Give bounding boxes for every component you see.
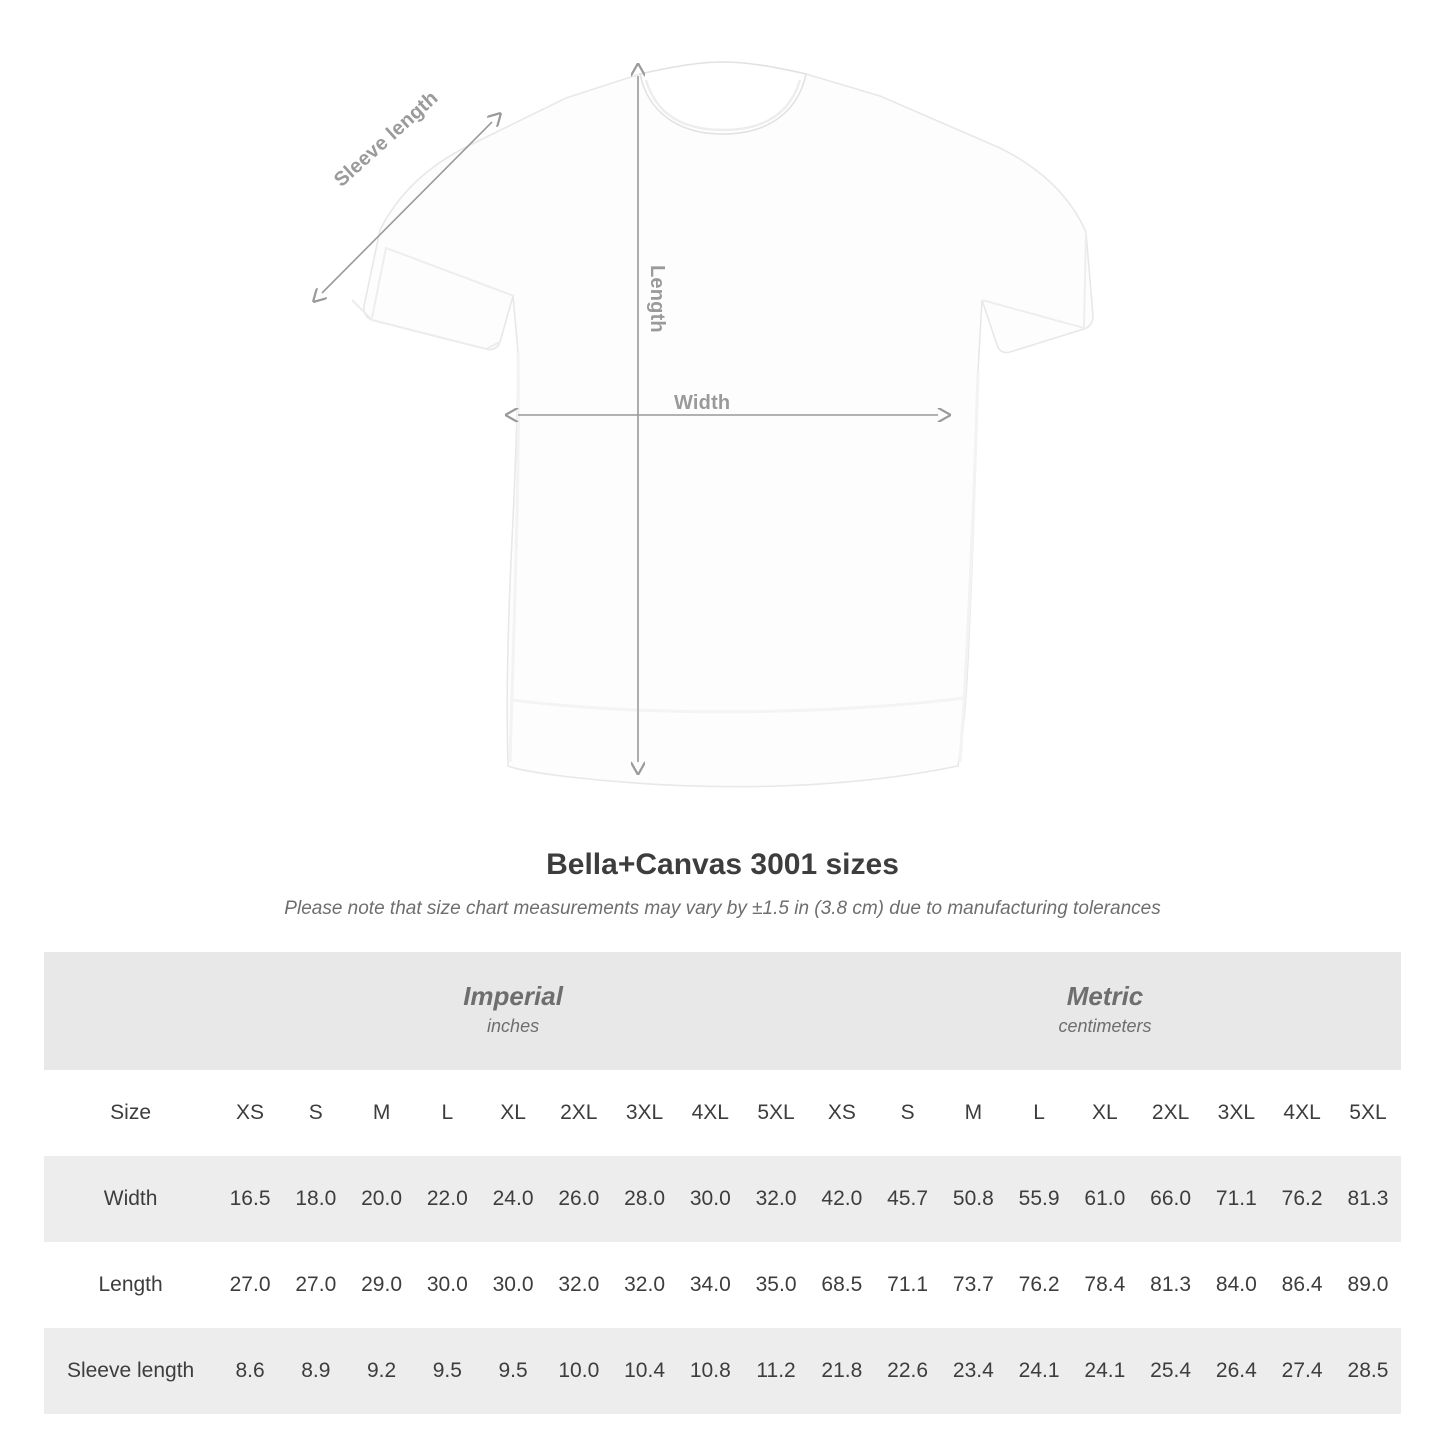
metric-unit-cell: [809, 952, 1401, 1070]
cell-width-imperial: 32.0: [743, 1156, 809, 1242]
cell-width-imperial: 22.0: [414, 1156, 480, 1242]
cell-width-metric: 42.0: [809, 1156, 875, 1242]
cell-length-metric: 73.7: [940, 1242, 1006, 1328]
cell-length-metric: 81.3: [1138, 1242, 1204, 1328]
cell-width-metric: 76.2: [1269, 1156, 1335, 1242]
cell-sleeve-metric: 28.5: [1335, 1328, 1401, 1414]
table-row: [44, 1242, 1401, 1328]
cell-sleeve-imperial: 10.0: [546, 1328, 612, 1414]
cell-width-metric: 71.1: [1203, 1156, 1269, 1242]
cell-sleeve-metric: 24.1: [1072, 1328, 1138, 1414]
cell-width-imperial: 28.0: [612, 1156, 678, 1242]
cell-width-imperial: 16.5: [217, 1156, 283, 1242]
metric-unit-label: centimeters: [1058, 1015, 1152, 1036]
size-header-cell: L: [1006, 1070, 1072, 1156]
length-annotation-label: Length: [646, 265, 668, 333]
imperial-unit-label: inches: [487, 1015, 540, 1036]
size-header-cell: XL: [1072, 1070, 1138, 1156]
cell-sleeve-metric: 25.4: [1138, 1328, 1204, 1414]
cell-length-imperial: 27.0: [283, 1242, 349, 1328]
size-header-cell: 5XL: [743, 1070, 809, 1156]
cell-length-metric: 89.0: [1335, 1242, 1401, 1328]
size-header-cell: S: [283, 1070, 349, 1156]
cell-width-imperial: 20.0: [349, 1156, 415, 1242]
cell-sleeve-imperial: 10.4: [612, 1328, 678, 1414]
size-header-cell: 3XL: [1203, 1070, 1269, 1156]
size-header-cell: 2XL: [1138, 1070, 1204, 1156]
cell-length-metric: 86.4: [1269, 1242, 1335, 1328]
cell-sleeve-imperial: 11.2: [743, 1328, 809, 1414]
cell-length-imperial: 35.0: [743, 1242, 809, 1328]
cell-width-metric: 61.0: [1072, 1156, 1138, 1242]
cell-length-imperial: 34.0: [677, 1242, 743, 1328]
size-header-cell: 4XL: [677, 1070, 743, 1156]
cell-sleeve-metric: 24.1: [1006, 1328, 1072, 1414]
cell-length-imperial: 29.0: [349, 1242, 415, 1328]
cell-width-metric: 50.8: [940, 1156, 1006, 1242]
size-header-cell: 3XL: [612, 1070, 678, 1156]
cell-sleeve-imperial: 9.5: [414, 1328, 480, 1414]
cell-sleeve-metric: 27.4: [1269, 1328, 1335, 1414]
cell-length-imperial: 32.0: [546, 1242, 612, 1328]
size-header-cell: 4XL: [1269, 1070, 1335, 1156]
metric-system-label: Metric: [1066, 980, 1144, 1011]
size-header-cell: XL: [480, 1070, 546, 1156]
size-header-cell: 5XL: [1335, 1070, 1401, 1156]
cell-width-imperial: 26.0: [546, 1156, 612, 1242]
cell-sleeve-imperial: 9.2: [349, 1328, 415, 1414]
size-header-row: [44, 1070, 1401, 1156]
tolerance-note: Please note that size chart measurements may vary by ±1.5 in (3.8 cm) due to manufacturing tolerances: [284, 898, 1161, 919]
cell-length-imperial: 32.0: [612, 1242, 678, 1328]
size-header-cell: M: [349, 1070, 415, 1156]
cell-length-imperial: 30.0: [414, 1242, 480, 1328]
cell-width-imperial: 24.0: [480, 1156, 546, 1242]
sleeve-length-annotation-label: Sleeve length: [330, 86, 443, 192]
cell-width-imperial: 18.0: [283, 1156, 349, 1242]
cell-sleeve-imperial: 10.8: [677, 1328, 743, 1414]
cell-sleeve-metric: 26.4: [1203, 1328, 1269, 1414]
cell-length-metric: 71.1: [875, 1242, 941, 1328]
size-header-cell: 2XL: [546, 1070, 612, 1156]
table-row: [44, 1156, 1401, 1242]
imperial-system-label: Imperial: [463, 980, 563, 1011]
cell-sleeve-imperial: 8.6: [217, 1328, 283, 1414]
cell-length-imperial: 30.0: [480, 1242, 546, 1328]
cell-length-metric: 76.2: [1006, 1242, 1072, 1328]
cell-length-metric: 78.4: [1072, 1242, 1138, 1328]
cell-width-imperial: 30.0: [677, 1156, 743, 1242]
title-block: [0, 848, 1445, 920]
size-header-cell: XS: [809, 1070, 875, 1156]
size-header-cell: XS: [217, 1070, 283, 1156]
cell-width-metric: 45.7: [875, 1156, 941, 1242]
row-label-sleeve-length: Sleeve length: [44, 1328, 217, 1414]
cell-sleeve-imperial: 8.9: [283, 1328, 349, 1414]
cell-width-metric: 66.0: [1138, 1156, 1204, 1242]
size-header-cell: M: [940, 1070, 1006, 1156]
cell-sleeve-metric: 21.8: [809, 1328, 875, 1414]
unit-system-row: [44, 952, 1401, 1070]
cell-width-metric: 55.9: [1006, 1156, 1072, 1242]
tshirt-shape: [352, 62, 1093, 787]
cell-width-metric: 81.3: [1335, 1156, 1401, 1242]
table-row: [44, 1328, 1401, 1414]
row-label-width: Width: [44, 1156, 217, 1242]
cell-length-metric: 84.0: [1203, 1242, 1269, 1328]
cell-length-metric: 68.5: [809, 1242, 875, 1328]
size-header-cell: S: [875, 1070, 941, 1156]
cell-sleeve-metric: 22.6: [875, 1328, 941, 1414]
size-table: [44, 952, 1401, 1414]
cell-length-imperial: 27.0: [217, 1242, 283, 1328]
size-header-label: Size: [44, 1070, 217, 1156]
unit-spacer-cell: [44, 952, 217, 1070]
size-header-cell: L: [414, 1070, 480, 1156]
width-annotation-label: Width: [674, 392, 731, 414]
imperial-unit-cell: [217, 952, 809, 1070]
cell-sleeve-imperial: 9.5: [480, 1328, 546, 1414]
cell-sleeve-metric: 23.4: [940, 1328, 1006, 1414]
page-title: Bella+Canvas 3001 sizes: [546, 848, 899, 881]
row-label-length: Length: [44, 1242, 217, 1328]
size-table-wrap: [44, 952, 1401, 1414]
